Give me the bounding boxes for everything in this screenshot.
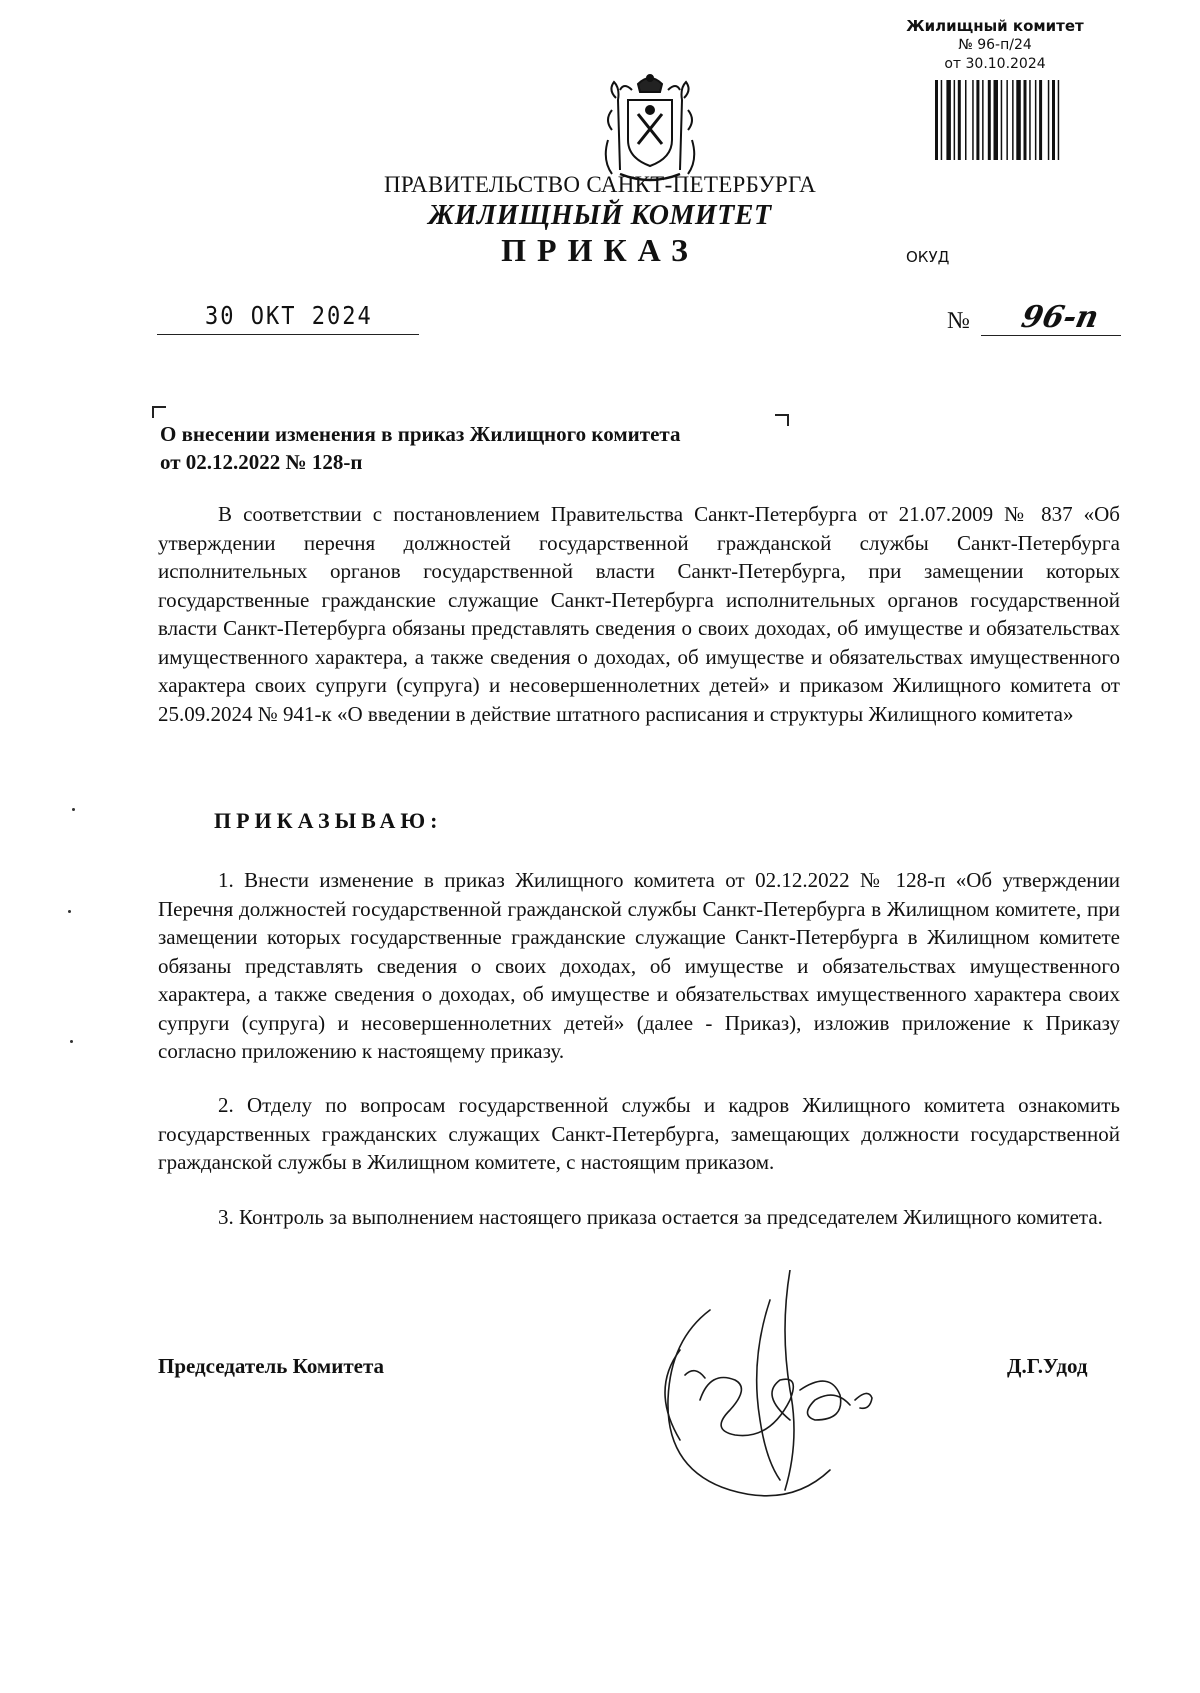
handwritten-signature [640, 1270, 910, 1520]
coat-of-arms-icon [598, 70, 702, 186]
document-subject [160, 420, 800, 476]
preamble-paragraph: В соответствии с постановлением Правительства Санкт-Петербурга от 21.07.2009 № 837 «Об утверждении перечня должностей государственной гражданской службы Санкт-Петербурга исполнительных органов государственной власти Санкт-Петербурга, при замещении которых государственные гражданские служащие Санкт-Петербурга исполнительных органов государственной власти Санкт-Петербурга обязаны представлять сведения о своих доходах, об имуществе и обязательствах имущественного характера, а также сведения о доходах, об имуществе и обязательствах имущественного характера своих супруги (супруга) и несовершеннолетних детей» и приказом Жилищного комитета от 25.09.2024 № 941-к «О введении в действие штатного расписания и структуры Жилищного комитета» [158, 502, 1120, 726]
stamp-number: № 96-п/24 [958, 37, 1032, 53]
okud-label: ОКУД [906, 248, 950, 266]
committee-name: ЖИЛИЩНЫЙ КОМИТЕТ [428, 200, 772, 231]
order-item-3: 3. Контроль за выполнением настоящего приказа остается за председателем Жилищного комитета. [218, 1205, 1103, 1229]
stamp-org: Жилищный комитет [906, 17, 1084, 35]
stamp-date: от 30.10.2024 [944, 56, 1046, 72]
document-date: 30 ОКТ 2024 [205, 302, 373, 331]
subject-line-1: О внесении изменения в приказ Жилищного комитета [160, 422, 681, 446]
date-underline [157, 334, 419, 335]
document-number: 96-п [1018, 300, 1102, 335]
subject-line-2: от 02.12.2022 № 128-п [160, 450, 363, 474]
orders-heading: ПРИКАЗЫВАЮ: [214, 808, 443, 833]
order-item-1: 1. Внести изменение в приказ Жилищного комитета от 02.12.2022 № 128-п «Об утверждении Перечня должностей государственной гражданской службы Санкт-Петербурга в Жилищном комитете, при замещении которых государственные гражданские служащие Санкт-Петербурга в Жилищном комитете обязаны представлять сведения о своих доходах, об имуществе и обязательствах имущественного характера, а также сведения о доходах, об имуществе и обязательствах имущественного характера своих супруги (супруга) и несовершеннолетних детей» (далее - Приказ), изложив приложение к Приказу согласно приложению к настоящему приказу. [158, 868, 1120, 1063]
signatory-title: Председатель Комитета [158, 1354, 385, 1378]
order-item-2: 2. Отделу по вопросам государственной службы и кадров Жилищного комитета ознакомить государственных гражданских служащих Санкт-Петербурга, замещающих должности государственной гражданской службы в Жилищном комитете, с настоящим приказом. [158, 1093, 1120, 1174]
number-sign: № [947, 308, 970, 334]
scan-speck [70, 1040, 73, 1043]
barcode [935, 80, 1080, 160]
number-underline [981, 335, 1121, 336]
scan-speck [68, 910, 71, 913]
subject-bracket-left [152, 406, 166, 418]
document-type: ПРИКАЗ [501, 232, 699, 268]
scan-speck [72, 808, 75, 811]
registration-stamp [880, 16, 1110, 74]
government-name: ПРАВИТЕЛЬСТВО САНКТ-ПЕТЕРБУРГА [383, 172, 817, 197]
signatory-name: Д.Г.Удод [1007, 1354, 1088, 1378]
